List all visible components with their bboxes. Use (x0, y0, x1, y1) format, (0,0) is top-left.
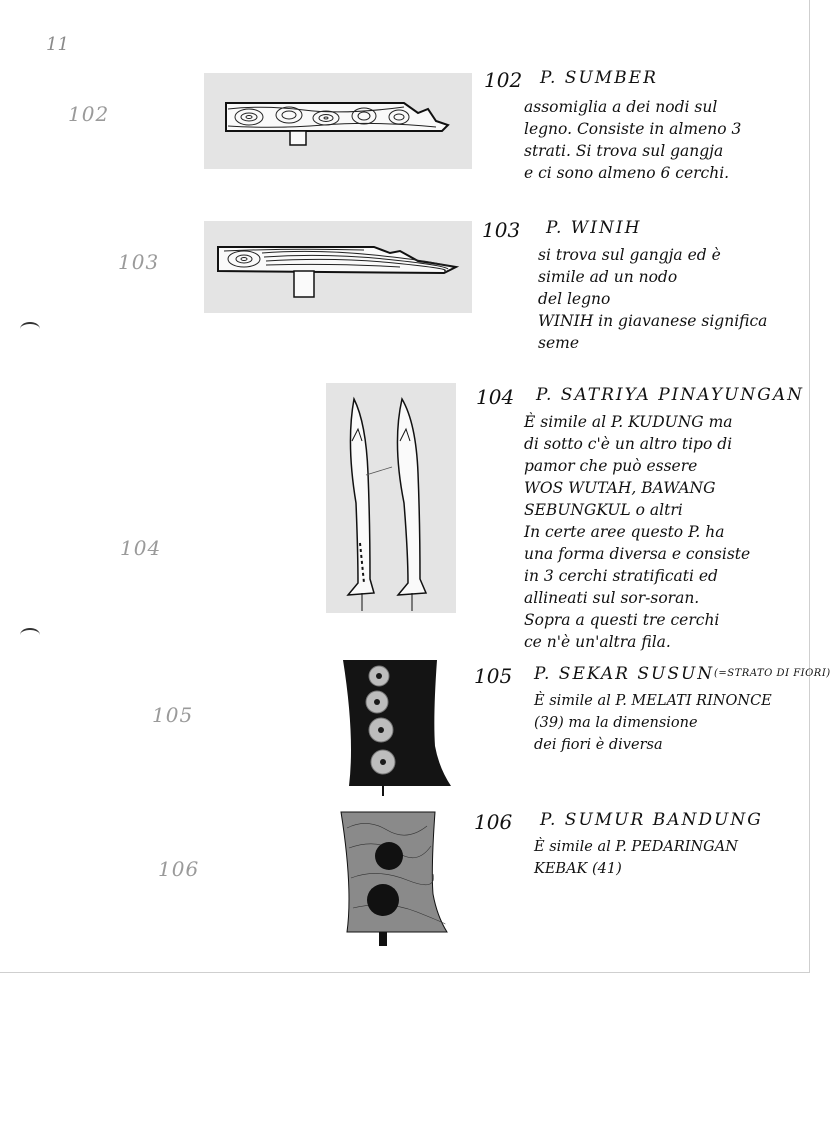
entry-description (534, 690, 772, 756)
pamor-illustration-sumur-bandung (327, 808, 459, 948)
description-line: simile ad un nodo (538, 268, 678, 286)
entry-104 (476, 385, 806, 651)
description-line: seme (538, 334, 579, 352)
description-line: strati. Si trova sul gangja (524, 142, 724, 160)
margin-number: 103 (118, 250, 160, 274)
margin-number: 106 (158, 857, 200, 881)
entry-number: 103 (482, 218, 521, 242)
entry-description (534, 836, 738, 880)
description-line: Sopra a questi tre cerchi (524, 611, 720, 629)
description-line: legno. Consiste in almeno 3 (524, 120, 742, 138)
pamor-illustration-winih (204, 221, 472, 313)
entry-title: P. SUMUR BANDUNG (540, 810, 763, 830)
margin-number: 102 (68, 102, 110, 126)
description-line: In certe aree questo P. ha (524, 523, 725, 541)
description-line: assomiglia a dei nodi sul (524, 98, 718, 116)
binder-hole-mark (20, 628, 40, 642)
description-line: dei fiori è diversa (534, 737, 663, 753)
description-line: WINIH in giavanese significa (538, 312, 768, 330)
description-line: WOS WUTAH, BAWANG (524, 479, 716, 497)
description-line: SEBUNGKUL o altri (524, 501, 683, 519)
description-line: allineati sul sor-soran. (524, 589, 700, 607)
binder-hole-mark (20, 322, 40, 336)
description-line: si trova sul gangja ed è (538, 246, 721, 264)
margin-number: 104 (120, 536, 162, 560)
description-line: di sotto c'è un altro tipo di (524, 435, 733, 453)
description-line: È simile al P. KUDUNG ma (524, 413, 733, 431)
entry-number: 105 (474, 664, 513, 688)
description-line: ce n'è un'altra fila. (524, 633, 671, 651)
entry-number: 102 (484, 68, 523, 92)
description-line: KEBAK (41) (534, 861, 622, 877)
description-line: È simile al P. PEDARINGAN (534, 839, 738, 855)
entry-number: 104 (476, 385, 515, 409)
entry-description (538, 244, 767, 354)
pamor-illustration-sekar-susun (327, 656, 453, 796)
pamor-illustration-satriya-pinayungan (326, 383, 456, 613)
entry-description (524, 411, 750, 653)
entry-title: P. SUMBER (540, 68, 658, 88)
entry-103 (482, 218, 804, 352)
description-line: È simile al P. MELATI RINONCE (534, 693, 772, 709)
entry-102 (484, 68, 806, 182)
entry-description (524, 96, 741, 184)
entry-number: 106 (474, 810, 513, 834)
description-line: del legno (538, 290, 611, 308)
page-number: 11 (46, 34, 69, 55)
description-line: (39) ma la dimensione (534, 715, 698, 731)
entry-title: P. WINIH (546, 218, 642, 238)
description-line: in 3 cerchi stratificati ed (524, 567, 718, 585)
entry-title: P. SEKAR SUSUN (534, 664, 715, 684)
pamor-illustration-sumber (204, 73, 472, 169)
margin-number: 105 (152, 703, 194, 727)
description-line: pamor che può essere (524, 457, 698, 475)
entry-105 (474, 664, 831, 764)
entry-106 (474, 810, 806, 890)
entry-title: P. SATRIYA PINAYUNGAN (536, 385, 805, 405)
entry-title-note: (=STRATO DI FIORI) (714, 668, 831, 679)
description-line: e ci sono almeno 6 cerchi. (524, 164, 730, 182)
description-line: una forma diversa e consiste (524, 545, 751, 563)
